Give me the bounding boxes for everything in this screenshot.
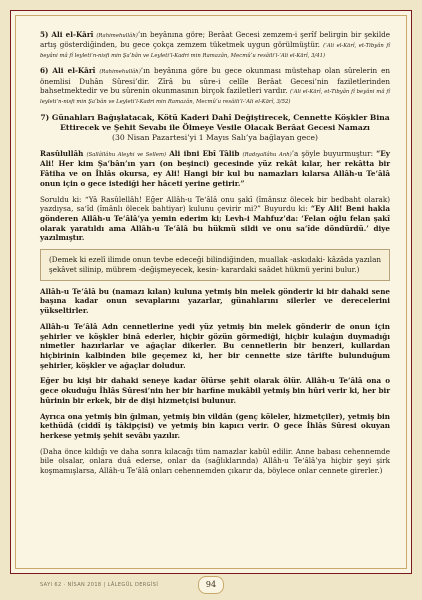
hadith-quote: “Ey Ali! Beni hakla gönderen Allâh-u Te‘âlâ’ya yemin ederim ki; Levh-i Mahfuz’da: ‘Felan oğlu felan şakî olarak yaratıldı ama Allâh-u Te‘âlâ bu hükmü sildi ve onu sa‘îde döndürdü.’ diye yazılmıştır. bbox=[40, 204, 390, 243]
paragraph-text: ’a şöyle buyurmuştur: bbox=[291, 149, 374, 159]
acceptance-paragraph: (Daha önce kıldığı ve daha sonra kılacağı tüm namazlar kabûl edilir. Anne babası cehennemde bile olsalar, onlara duâ ederse, onlar da (sağlıklarında) Allâh-u Te‘âlâ’ya hiçbir şeyi şirk koşmamışlarsa, Allâh-u Te‘âlâ onları cehennemden çıkarır da, böylece onlar cennete girerler.) bbox=[40, 446, 390, 476]
item-number: 6) bbox=[40, 66, 49, 76]
reference: (’Ali el-Kārî, et-Tibyân fî beyâni mâ fî leyleti’n-nisfi min Şa‘bân ve Leyleti’l-Kadri min Ramazân, Mecmû‘u resâili’l-’Ali el-Kārî, 3/52) bbox=[40, 89, 390, 106]
paragraph-text: Soruldu ki: “Yâ Rasûlellâh! Eğer Allâh-u Te‘âlâ onu şakî (îmânsız ölecek bir bedbaht olarak) yazdıysa, sa‘îd (îmânlı ölecek bahtiyar) kulunu çevirir mi?” Buyurdu ki: bbox=[40, 194, 390, 214]
honorific: (Sallâllâhu Aleyhi ve Sellem) bbox=[86, 152, 167, 159]
reference: (’Ali el-Kārî, et-Tibyân fî beyâni mâ fî leyleti’n-nisfi min Şa‘bân ve Leyleti’l-Kadri min Ramazân, Mecmû‘u resâili’l-’Ali el-Kārî, 3/41) bbox=[40, 43, 390, 60]
honorific: (Rahimehullâh) bbox=[99, 69, 141, 76]
paragraph-5 bbox=[40, 30, 390, 60]
page-number: 94 bbox=[198, 576, 224, 594]
explanation-text: (Demek ki ezelî ilimde onun tevbe edeceği bilindiğinden, muallak -askıdaki- kâzâda yazılan şekâvet silinip, mübrem -değişmeyecek, kesin- karardaki saâdet hükmü yerini bulur.) bbox=[49, 255, 381, 274]
article-content bbox=[40, 30, 390, 482]
paragraph-text: ’ın beyânına göre; Berâat Gecesi zemzem-i şerîf belirgin bir şekilde artış gösterdiğinden, bu gece çokça zemzem tüketmek uygun görülmüştür. bbox=[40, 30, 390, 50]
heading-subtitle: (30 Nisan Pazartesi’yi 1 Mayıs Salı’ya bağlayan gece) bbox=[112, 133, 318, 143]
paragraph-6 bbox=[40, 66, 390, 106]
martyr-paragraph: Eğer bu kişi bir dahaki seneye kadar ölürse şehit olarak ölür. Allâh-u Te‘âlâ ona o gece okuduğu İhlâs Sûresi’nin her bir harfine mukâbil yetmiş bin hûri verir ki, her bir hûrinin bir erkek, bir de dişi hizmetçisi bulunur. bbox=[40, 376, 390, 405]
paragraph-text: ’ın beyânına göre bu gece okunması müstehap olan sûrelerin en önemlisi Duhân Sûresi’dir. Zîrâ bu sûre-i celîle Berâat Gecesi’nin faziletlerinden bahsetmektedir ve bu sûrenin okunmasının birçok faziletleri vardır. bbox=[40, 66, 390, 96]
angels-paragraph: Allâh-u Te‘âlâ bu (namazı kılan) kuluna yetmiş bin melek gönderir ki bir dahaki sene başına kadar onun sevaplarını yazarlar, günahlarını silerler ve derecelerini yükseltirler. bbox=[40, 286, 390, 316]
honorific: (Radıyallâhu Anh) bbox=[242, 152, 292, 159]
item-number: 5) bbox=[40, 30, 49, 39]
section-heading bbox=[40, 113, 390, 144]
question-paragraph bbox=[40, 195, 390, 244]
explanation-box bbox=[40, 249, 390, 280]
honorific: (Rahimehullâh) bbox=[96, 33, 138, 39]
author-name: Ali el-Kārî bbox=[52, 66, 96, 76]
heading-title: 7) Günahları Bağışlatacak, Kötü Kaderi Dahî Değiştirecek, Cennette Köşkler Bina Ettirecek ve Şehit Sevabı ile Ölmeye Vesile Olacak Berâat Gecesi Namazı bbox=[40, 112, 390, 132]
hadith-quote: “Ey Ali! Her kim Şa‘bân’ın yarı (on beşinci) gecesinde yüz rekât kılar, her rekâtta bir Fâtiha ve on İhlâs okursa, ey Ali! Hangi bir kul bu namazları kılarsa Allâh-u Te‘âlâ onun için o gece istediği her hâceti yerine getirir.” bbox=[40, 149, 390, 188]
page-footer bbox=[0, 576, 422, 596]
magazine-info: SAYI 62 · NİSAN 2018 | LÂLEGÜL DERGİSİ bbox=[40, 582, 159, 588]
companion-name: Ali ibni Ebî Tâlib bbox=[169, 149, 240, 159]
prophet-name: Rasûlullâh bbox=[40, 149, 84, 159]
author-name: Ali el-Kārî bbox=[51, 30, 94, 39]
paradise-paragraph: Allâh-u Te‘âlâ Adn cennetlerine yedi yüz yetmiş bin melek gönderir de onun için şehirler ve köşkler binâ ederler, hiçbir gözün görmediği, hiçbir kulağın duymadığı nimetler hazırlarlar ve ağaçlar dikerler. Bu cennetlerin bir benzeri, kullardan hiçbirinin kalbinden bile geçemez ki, her bir cennette size târifte bulunduğum şehirler, köşkler ve ağaçlar doludur. bbox=[40, 321, 390, 370]
servants-paragraph: Ayrıca ona yetmiş bin ğılman, yetmiş bin vildân (genç köleler, hizmetçiler), yetmiş bin kethüdâ (ciddî iş tâkipçisi) ve yetmiş bin kapıcı verir. O gece İhlâs Sûresi okuyan herkese yetmiş şehit sevâbı yazılır. bbox=[40, 411, 390, 440]
hadith-paragraph bbox=[40, 149, 390, 188]
